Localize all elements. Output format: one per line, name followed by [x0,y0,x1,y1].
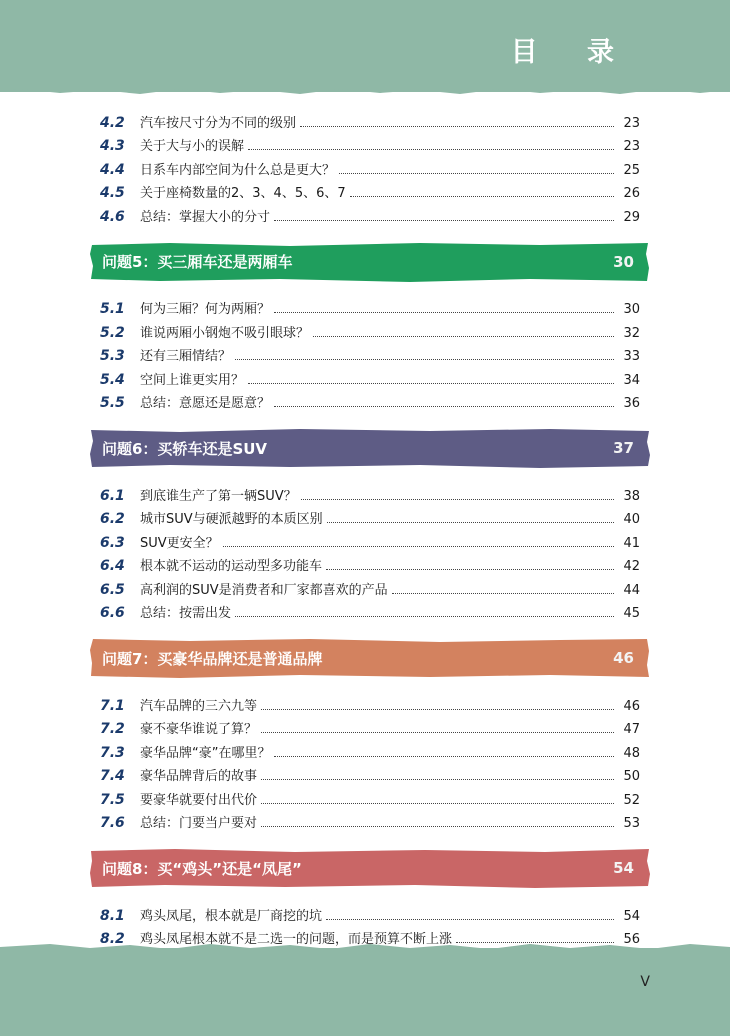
chapter-header-8[interactable] [90,848,650,888]
leader-dots [261,732,614,733]
leader-dots [300,126,614,127]
toc-entry-4-3[interactable]: 4.3 关于大与小的误解 23 [100,138,640,154]
leader-dots [261,779,614,780]
toc-entry-5-2[interactable]: 5.2 谁说两厢小钢炮不吸引眼球？ 32 [100,324,640,341]
leader-dots [392,593,614,594]
section-5-entries [100,294,640,412]
chapter-page: 30 [613,252,634,271]
section-6-entries [100,480,640,621]
chapter-title: 问题7：买豪华品牌还是普通品牌 [102,649,323,668]
chapter-page: 37 [613,439,634,457]
leader-dots [339,173,614,174]
toc-entry-7-3[interactable]: 7.3 豪华品牌“豪”在哪里？ 48 [100,744,640,761]
footer-band [0,948,730,1036]
toc-entry-7-1[interactable]: 7.1 汽车品牌的三六九等 46 [100,697,640,714]
leader-dots [274,406,614,407]
chapter-title: 问题5：买三厢车还是两厢车 [102,253,293,271]
chapter-title: 问题6：买轿车还是SUV [102,439,268,458]
toc-entry-5-3[interactable]: 5.3 还有三厢情结？ 33 [100,348,640,364]
toc-entry-7-2[interactable]: 7.2 豪不豪华谁说了算？ 47 [100,721,640,737]
leader-dots [248,383,614,384]
toc-content [100,107,640,947]
header-band [0,0,730,92]
leader-dots [274,312,614,313]
toc-entry-6-6[interactable]: 6.6 总结：按需出发 45 [100,605,640,621]
toc-entry-4-5[interactable]: 4.5 关于座椅数量的2、3、4、5、6、7 26 [100,185,640,201]
leader-dots [301,499,614,500]
chapter-header-6[interactable] [90,428,650,468]
toc-entry-5-1[interactable]: 5.1 何为三厢？何为两厢？ 30 [100,301,640,317]
section-4-entries [100,107,640,225]
chapter-title: 问题8：买“鸡头”还是“凤尾” [102,859,302,878]
toc-entry-5-4[interactable]: 5.4 空间上谁更实用？ 34 [100,371,640,388]
toc-entry-4-4[interactable]: 4.4 日系车内部空间为什么总是更大？ 25 [100,161,640,178]
page-number: V [640,974,650,990]
toc-entry-4-2[interactable]: 4.2 汽车按尺寸分为不同的级别 23 [100,114,640,131]
toc-entry-4-6[interactable]: 4.6 总结：掌握大小的分寸 29 [100,208,640,225]
page-title: 目 录 [510,37,634,68]
header-torn-edge [0,84,730,98]
chapter-header-5[interactable] [90,242,650,282]
leader-dots [327,522,614,523]
leader-dots [235,616,614,617]
leader-dots [313,336,614,337]
toc-entry-7-6[interactable]: 7.6 总结：门要当户要对 53 [100,815,640,831]
leader-dots [326,919,614,920]
section-8-entries [100,900,640,947]
toc-entry-6-2[interactable]: 6.2 城市SUV与硬派越野的本质区别 40 [100,511,640,527]
toc-entry-5-5[interactable]: 5.5 总结：意愿还是愿意？ 36 [100,395,640,411]
footer-torn-edge [0,942,730,954]
leader-dots [261,709,614,710]
chapter-header-7[interactable] [90,638,650,678]
toc-entry-8-1[interactable]: 8.1 鸡头凤尾，根本就是厂商挖的坑 54 [100,907,640,924]
section-7-entries [100,690,640,831]
leader-dots [274,756,614,757]
toc-entry-7-4[interactable]: 7.4 豪华品牌背后的故事 50 [100,768,640,784]
toc-entry-6-3[interactable]: 6.3 SUV更安全？ 41 [100,534,640,551]
leader-dots [261,826,614,827]
leader-dots [326,569,614,570]
toc-entry-6-4[interactable]: 6.4 根本就不运动的运动型多功能车 42 [100,558,640,574]
toc-entry-6-5[interactable]: 6.5 高利润的SUV是消费者和厂家都喜欢的产品 44 [100,581,640,598]
leader-dots [350,196,614,197]
chapter-page: 46 [613,649,634,667]
leader-dots [274,220,614,221]
toc-entry-8-2[interactable]: 8.2 鸡头凤尾根本就不是二选一的问题，而是预算不断上涨 56 [100,931,640,947]
toc-entry-6-1[interactable]: 6.1 到底谁生产了第一辆SUV？ 38 [100,487,640,504]
leader-dots [261,803,614,804]
leader-dots [248,149,614,150]
chapter-page: 54 [613,859,634,877]
leader-dots [235,359,614,360]
leader-dots [223,546,614,547]
toc-entry-7-5[interactable]: 7.5 要豪华就要付出代价 52 [100,791,640,808]
